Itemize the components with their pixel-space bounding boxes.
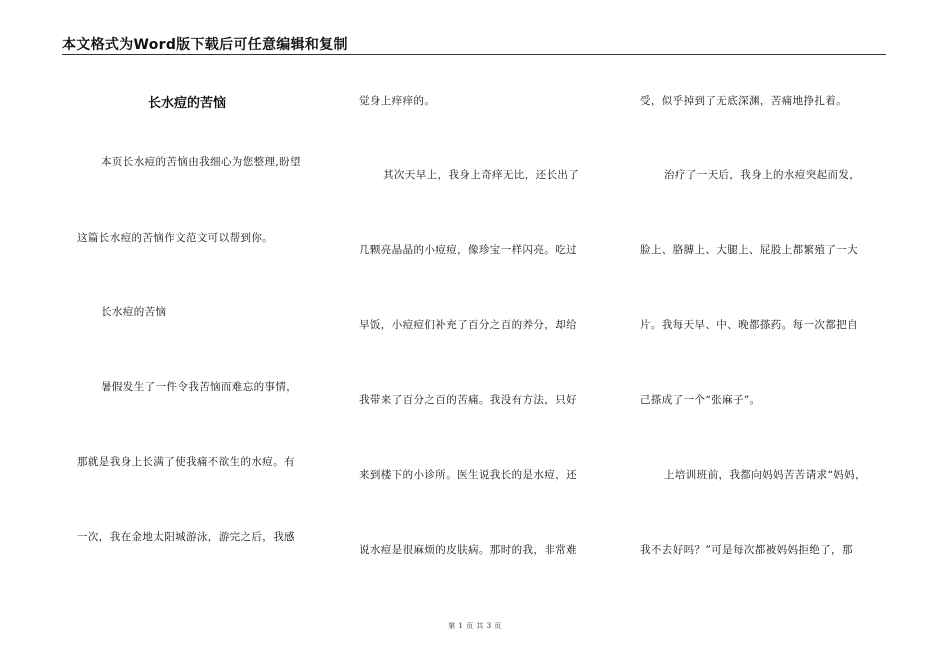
paragraph-line: 脸上、胳膊上、大腿上、屁股上都繁殖了一大 xyxy=(640,244,858,256)
paragraph-line: 说水痘是很麻烦的皮肤病。那时的我，非常难 xyxy=(359,544,577,556)
paragraph-line: 来到楼下的小诊所。医生说我长的是水痘，还 xyxy=(359,469,577,481)
paragraph-line: 其次天早上，我身上奇痒无比，还长出了 xyxy=(383,169,580,181)
paragraph-line: 觉身上痒痒的。 xyxy=(359,95,436,107)
paragraph-line: 一次，我在金地太阳城游泳，游完之后，我感 xyxy=(77,531,295,543)
paragraph-line: 暑假发生了一件令我苦恼而难忘的事情， xyxy=(101,381,298,393)
header-divider xyxy=(62,54,886,55)
paragraph-line: 治疗了一天后，我身上的水痘突起而发， xyxy=(664,169,861,181)
paragraph-line: 几颗亮晶晶的小痘痘，像珍宝一样闪亮。吃过 xyxy=(359,244,577,256)
paragraph-line: 我不去好吗？”可是每次都被妈妈拒绝了，那 xyxy=(640,544,853,556)
page-number: 第 1 页 共 3 页 xyxy=(448,622,502,630)
section-heading: 长水痘的苦恼 xyxy=(101,306,167,318)
paragraph-line: 己搽成了一个“张麻子”。 xyxy=(640,394,761,406)
paragraph-line: 这篇长水痘的苦恼作文范文可以帮到你。 xyxy=(77,232,274,244)
paragraph-line: 本页长水痘的苦恼由我细心为您整理,盼望 xyxy=(101,156,301,168)
paragraph-line: 上培训班前，我都向妈妈苦苦请求“妈妈， xyxy=(664,469,866,481)
article-title: 长水痘的苦恼 xyxy=(148,96,227,111)
paragraph-line: 受，似乎掉到了无底深渊，苦痛地挣扎着。 xyxy=(640,95,848,107)
document-header: 本文格式为Word版下载后可任意编辑和复制 xyxy=(62,37,348,53)
paragraph-line: 那就是我身上长满了使我痛不欲生的水痘。有 xyxy=(77,456,295,468)
paragraph-line: 片。我每天早、中、晚都搽药。每一次都把自 xyxy=(640,319,858,331)
paragraph-line: 早饭，小痘痘们补充了百分之百的养分，却给 xyxy=(359,319,577,331)
paragraph-line: 我带来了百分之百的苦痛。我没有方法，只好 xyxy=(359,394,577,406)
